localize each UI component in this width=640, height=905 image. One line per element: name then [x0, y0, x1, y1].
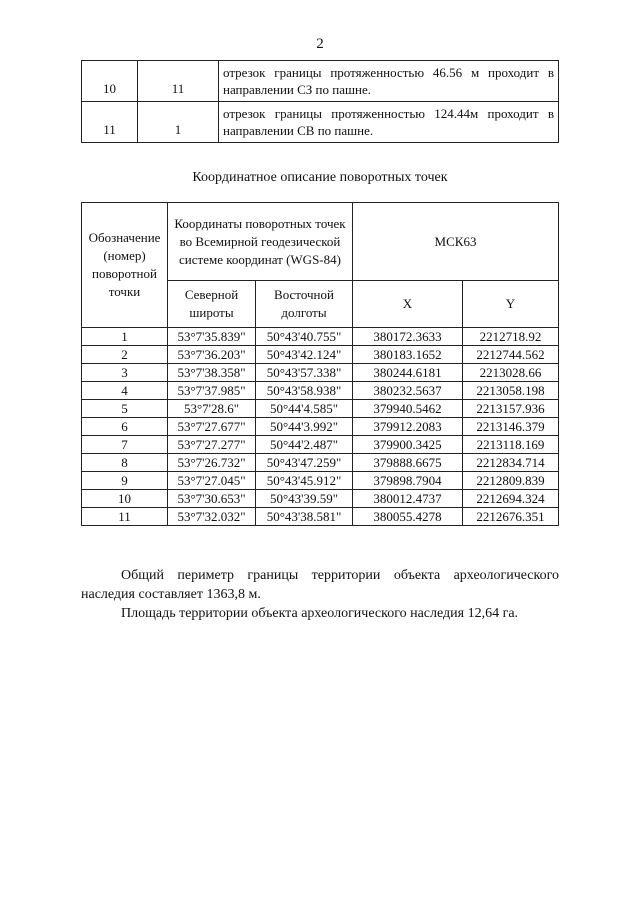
latitude-cell: 53°7'37.985" — [168, 382, 256, 400]
coordinate-row — [82, 364, 559, 382]
x-cell: 380232.5637 — [353, 382, 463, 400]
header-msk: МСК63 — [353, 203, 559, 281]
coordinate-row — [82, 508, 559, 526]
x-cell: 380244.6181 — [353, 364, 463, 382]
latitude-cell: 53°7'27.045" — [168, 472, 256, 490]
header-x: X — [353, 281, 463, 328]
coordinate-row — [82, 418, 559, 436]
coordinate-row — [82, 400, 559, 418]
x-cell: 380012.4737 — [353, 490, 463, 508]
point-number: 6 — [82, 418, 168, 436]
header-point: Обозначение (номер) поворотной точки — [82, 203, 168, 328]
latitude-cell: 53°7'38.358" — [168, 364, 256, 382]
coordinate-row — [82, 454, 559, 472]
x-cell: 379900.3425 — [353, 436, 463, 454]
latitude-cell: 53°7'28.6" — [168, 400, 256, 418]
header-wgs: Координаты поворотных точек во Всемирной геодезической системе координат (WGS-84) — [168, 203, 353, 281]
latitude-cell: 53°7'27.277" — [168, 436, 256, 454]
y-cell: 2213118.169 — [463, 436, 559, 454]
y-cell: 2213157.936 — [463, 400, 559, 418]
latitude-cell: 53°7'26.732" — [168, 454, 256, 472]
coordinate-row — [82, 436, 559, 454]
header-lon: Восточной долготы — [256, 281, 353, 328]
x-cell: 379888.6675 — [353, 454, 463, 472]
longitude-cell: 50°43'47.259" — [256, 454, 353, 472]
y-cell: 2213146.379 — [463, 418, 559, 436]
segment-to: 1 — [138, 102, 219, 143]
longitude-cell: 50°43'38.581" — [256, 508, 353, 526]
y-cell: 2212694.324 — [463, 490, 559, 508]
y-cell: 2212809.839 — [463, 472, 559, 490]
segment-from: 10 — [82, 61, 138, 102]
latitude-cell: 53°7'27.677" — [168, 418, 256, 436]
area-paragraph: Площадь территории объекта археологического наследия 12,64 га. — [121, 606, 519, 621]
longitude-cell: 50°44'2.487" — [256, 436, 353, 454]
y-cell: 2212718.92 — [463, 328, 559, 346]
segment-row — [82, 61, 559, 102]
point-number: 1 — [82, 328, 168, 346]
segment-description: отрезок границы протяженностью 124.44м проходит в направлении СВ по пашне. — [219, 102, 559, 143]
x-cell: 380183.1652 — [353, 346, 463, 364]
latitude-cell: 53°7'35.839" — [168, 328, 256, 346]
perimeter-paragraph: Общий периметр границы территории объекта археологического наследия составляет 1363,8 м. — [81, 568, 559, 602]
longitude-cell: 50°43'58.938" — [256, 382, 353, 400]
y-cell: 2213028.66 — [463, 364, 559, 382]
longitude-cell: 50°43'57.338" — [256, 364, 353, 382]
point-number: 10 — [82, 490, 168, 508]
point-number: 9 — [82, 472, 168, 490]
latitude-cell: 53°7'32.032" — [168, 508, 256, 526]
y-cell: 2213058.198 — [463, 382, 559, 400]
header-y: Y — [463, 281, 559, 328]
y-cell: 2212744.562 — [463, 346, 559, 364]
section-title: Координатное описание поворотных точек — [192, 170, 448, 185]
longitude-cell: 50°44'4.585" — [256, 400, 353, 418]
point-number: 5 — [82, 400, 168, 418]
segment-description: отрезок границы протяженностью 46.56 м проходит в направлении СЗ по пашне. — [219, 61, 559, 102]
longitude-cell: 50°43'40.755" — [256, 328, 353, 346]
latitude-cell: 53°7'36.203" — [168, 346, 256, 364]
x-cell: 380172.3633 — [353, 328, 463, 346]
segment-row — [82, 102, 559, 143]
latitude-cell: 53°7'30.653" — [168, 490, 256, 508]
longitude-cell: 50°43'45.912" — [256, 472, 353, 490]
x-cell: 379940.5462 — [353, 400, 463, 418]
point-number: 4 — [82, 382, 168, 400]
boundary-segments-table — [81, 60, 559, 143]
header-lat: Северной широты — [168, 281, 256, 328]
point-number: 7 — [82, 436, 168, 454]
segment-from: 11 — [82, 102, 138, 143]
point-number: 3 — [82, 364, 168, 382]
longitude-cell: 50°43'39.59" — [256, 490, 353, 508]
point-number: 8 — [82, 454, 168, 472]
coordinate-row — [82, 382, 559, 400]
coordinates-table — [81, 202, 559, 526]
coordinate-row — [82, 490, 559, 508]
segment-to: 11 — [138, 61, 219, 102]
coordinate-row — [82, 346, 559, 364]
coordinate-row — [82, 472, 559, 490]
y-cell: 2212676.351 — [463, 508, 559, 526]
longitude-cell: 50°43'42.124" — [256, 346, 353, 364]
point-number: 11 — [82, 508, 168, 526]
x-cell: 380055.4278 — [353, 508, 463, 526]
longitude-cell: 50°44'3.992" — [256, 418, 353, 436]
x-cell: 379898.7904 — [353, 472, 463, 490]
y-cell: 2212834.714 — [463, 454, 559, 472]
coordinate-row — [82, 328, 559, 346]
point-number: 2 — [82, 346, 168, 364]
x-cell: 379912.2083 — [353, 418, 463, 436]
page-number: 2 — [316, 36, 324, 52]
